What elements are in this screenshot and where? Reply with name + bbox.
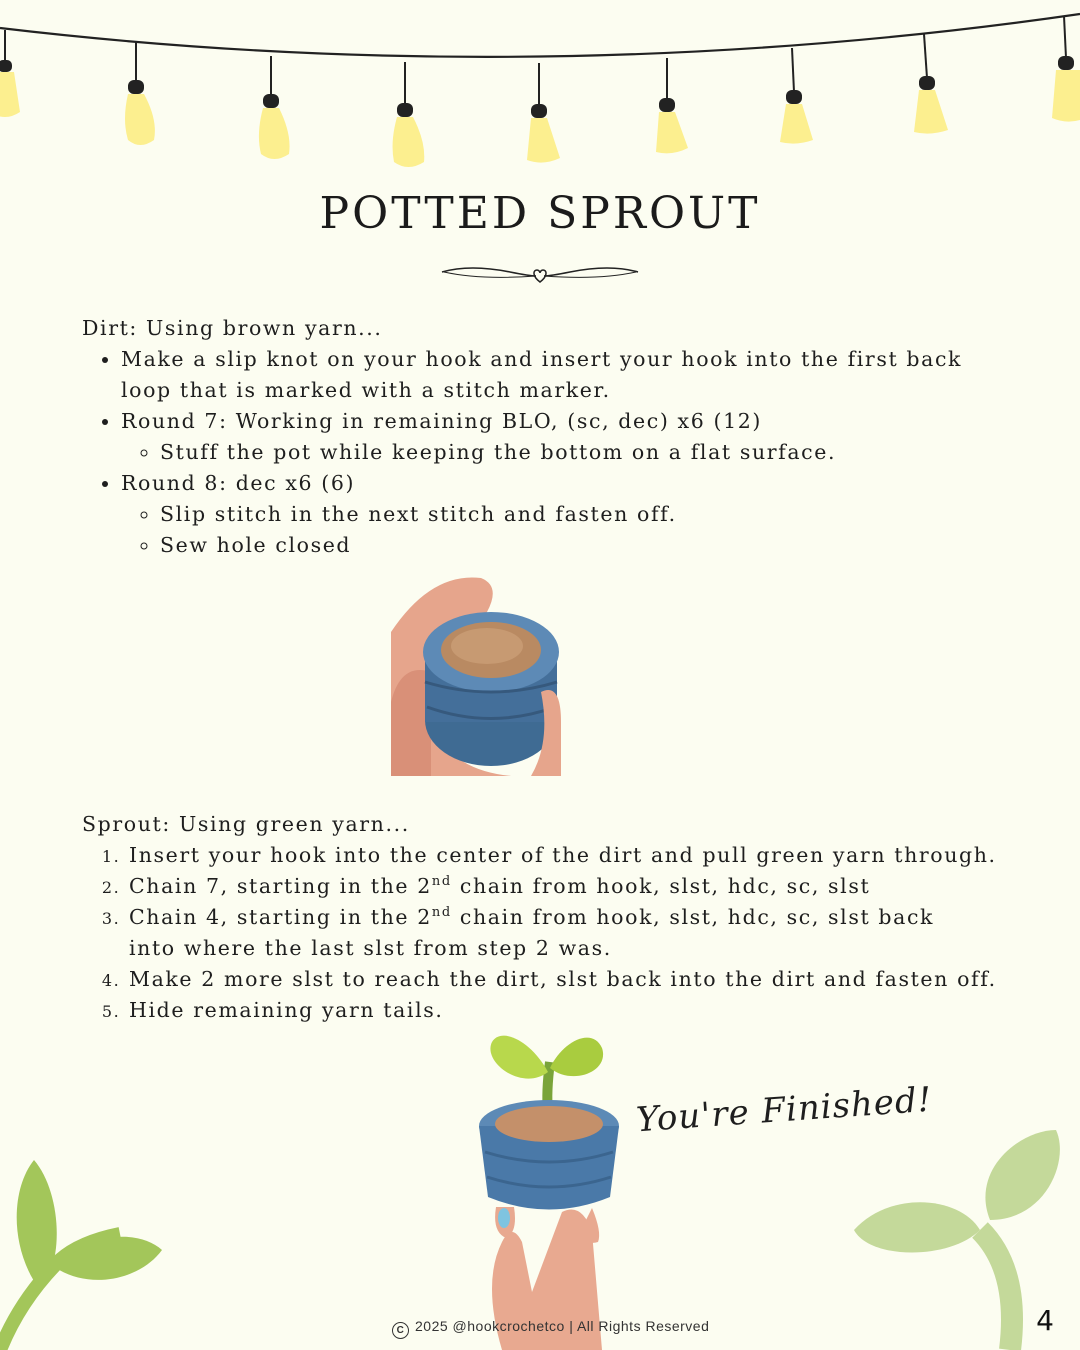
bulb-icon bbox=[0, 30, 20, 117]
dirt-heading: Dirt: Using brown yarn... bbox=[82, 316, 383, 340]
sprout-step-5: 5. Hide remaining yarn tails. bbox=[127, 995, 1022, 1026]
finished-signature: You're Finished! bbox=[634, 1079, 934, 1141]
dirt-section bbox=[82, 313, 1022, 561]
finished-sprout-photo bbox=[452, 1032, 652, 1350]
string-lights-decoration bbox=[0, 0, 1080, 180]
bulb-icon bbox=[393, 62, 425, 167]
sprout-step-1: 1. Insert your hook into the center of the dirt and pull green yarn through. bbox=[127, 840, 1022, 871]
sprout-step-3-a: Chain 4, starting in the 2 bbox=[129, 905, 432, 929]
dirt-item-3 bbox=[121, 468, 1022, 561]
sprout-step-3-sup: nd bbox=[431, 905, 452, 921]
sprout-section bbox=[82, 809, 1022, 1026]
sprout-heading: Sprout: Using green yarn... bbox=[82, 812, 410, 836]
bulb-icon bbox=[125, 42, 155, 145]
page-number: 4 bbox=[1036, 1304, 1054, 1337]
sprout-steps bbox=[82, 840, 1022, 1026]
sprout-step-3-b: chain from hook, slst, hdc, sc, slst back into where the last slst from step 2 was. bbox=[129, 905, 935, 960]
sprout-step-2-b: chain from hook, slst, hdc, sc, slst bbox=[451, 874, 871, 898]
dirt-item-3-text: Round 8: dec x6 (6) bbox=[121, 471, 356, 495]
bulb-icon bbox=[914, 34, 948, 134]
dirt-item-1: • Make a slip knot on your hook and insert your hook into the first back loop that is marked with a stitch marker. bbox=[121, 344, 981, 406]
copyright-icon: C bbox=[392, 1322, 409, 1339]
dirt-item-2 bbox=[121, 406, 1022, 468]
page-title: POTTED SPROUT bbox=[319, 188, 761, 239]
bulb-icon bbox=[656, 58, 688, 153]
sprout-leaf-decoration-left bbox=[0, 1150, 170, 1350]
pot-photo bbox=[391, 572, 561, 776]
bulb-icon bbox=[1052, 16, 1080, 122]
bulb-icon bbox=[527, 63, 560, 163]
sprout-step-2 bbox=[127, 871, 1022, 902]
footer-text: 2025 @hookcrochetco | All Rights Reserved bbox=[415, 1318, 710, 1334]
footer-copyright bbox=[392, 1318, 709, 1339]
sprout-step-3 bbox=[127, 902, 979, 964]
sprout-step-4: 4. Make 2 more slst to reach the dirt, slst back into the dirt and fasten off. bbox=[127, 964, 1022, 995]
sprout-step-2-a: Chain 7, starting in the 2 bbox=[129, 874, 432, 898]
heart-divider-ornament bbox=[440, 262, 640, 288]
dirt-subitem-sew: ◦ Sew hole closed bbox=[160, 530, 1022, 561]
bulb-icon bbox=[780, 48, 813, 144]
bulb-icon bbox=[259, 56, 290, 159]
dirt-subitem-stuff: ◦ Stuff the pot while keeping the bottom on a flat surface. bbox=[160, 437, 1022, 468]
dirt-list bbox=[82, 344, 1022, 561]
dirt-item-2-text: Round 7: Working in remaining BLO, (sc, dec) x6 (12) bbox=[121, 409, 762, 433]
sprout-step-2-sup: nd bbox=[431, 874, 452, 890]
dirt-subitem-slip-stitch: ◦ Slip stitch in the next stitch and fasten off. bbox=[160, 499, 1022, 530]
